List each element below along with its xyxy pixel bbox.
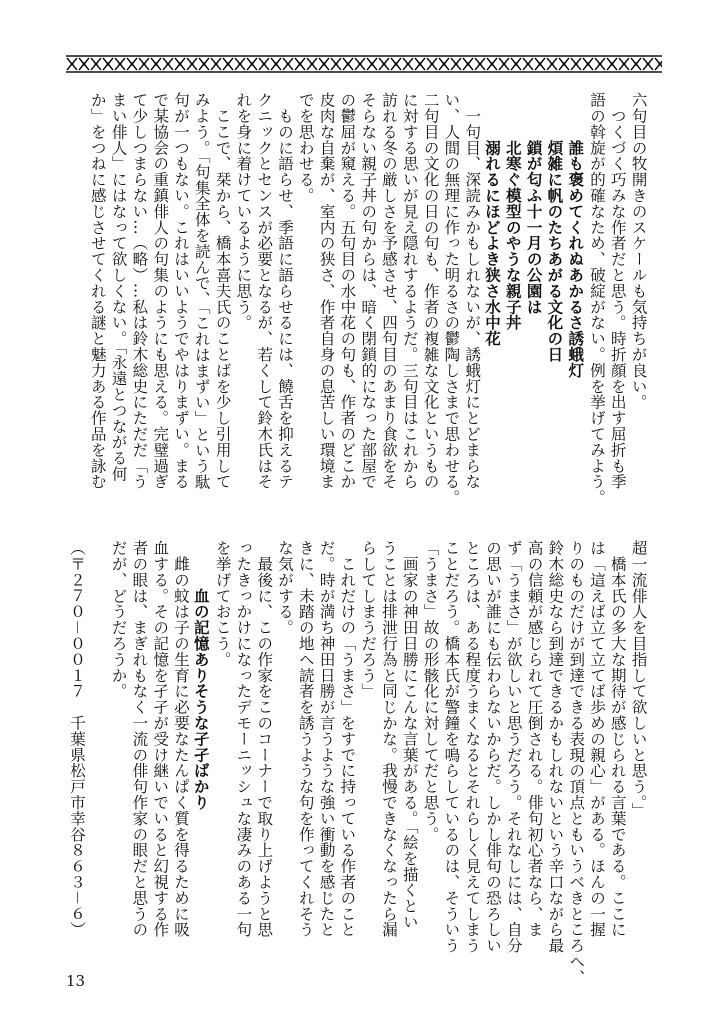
ornament-dot [454, 62, 457, 65]
text-column: 鎖が匂ふ十一月の公園は [524, 92, 544, 315]
ornament-dot [142, 62, 145, 65]
text-column: ったきっかけになったデモーニッシュな凄みのある一句 [234, 540, 253, 938]
ornament-dot [202, 62, 205, 65]
text-column: 最後に、この作家をこのコーナーで取り上げようと思 [255, 540, 274, 938]
ornament-dot [586, 62, 589, 65]
ornament-band [66, 54, 662, 74]
ornament-dot [658, 62, 661, 65]
text-column: ものに語らせ、季語に語らせるには、饒舌を抑えるテ [275, 92, 294, 490]
ornament-dot [238, 62, 241, 65]
ornament-dot [526, 62, 529, 65]
ornament-dot [178, 62, 181, 65]
text-column: 煩雑に帆のたちあがる文化の日 [545, 92, 565, 363]
ornament-dot [406, 62, 409, 65]
text-column: い、人間の無理に作った明るさの鬱陶しさまで思わせる。 [442, 92, 461, 506]
text-column: うことは排泄行為と同じかな。我慢できなくなったら漏 [379, 540, 398, 938]
ornament-dot [430, 62, 433, 65]
ornament-dot [250, 62, 253, 65]
text-column: れを身に着けているように思う。 [234, 92, 253, 331]
text-column: 「うまさ」故の形骸化に対してだと思う。 [421, 540, 440, 843]
text-column: 血する。その記憶を孑孑が受け継いでいると幻視する作 [151, 540, 170, 938]
text-column: つくづく巧みな作者だと思う。時折顔を出す屈折も季 [608, 92, 627, 490]
ornament-dot [346, 62, 349, 65]
text-column: ず「うまさ」が欲しいと思うだろう。それなしには、自分 [504, 540, 523, 954]
text-column: 六句目の牧開きのスケールも気持ちが良い。 [629, 92, 648, 410]
text-column: まい俳人」にはなって欲しくない。「永遠とつながる何 [109, 92, 128, 482]
ornament-dot [610, 62, 613, 65]
ornament-dot [634, 62, 637, 65]
text-column: そらない親子丼の句からは、暗く閉鎖的になった部屋で [359, 92, 378, 490]
text-column: ところは、ある程度うまくなるとそれらしく見えてしまう [463, 540, 482, 954]
text-column: ここで、栞から、橋本喜夫氏のことばを少し引用して [213, 92, 232, 490]
text-column: で某協会の重鎮俳人の句集のようにも思える。完璧過ぎ [151, 92, 170, 490]
ornament-dot [286, 62, 289, 65]
text-column: これだけの「うまさ」をすでに持っている作者のこと [338, 540, 357, 938]
text-column: でを思わせる。 [296, 92, 315, 204]
text-column: みよう。「句集全体を読んで、「これはまずい」という駄 [192, 92, 211, 490]
ornament-dot [298, 62, 301, 65]
text-column: 画家の神田日勝にこんな言葉がある。「絵を描くとい [400, 540, 419, 930]
ornament-dot [394, 62, 397, 65]
ornament-dot [322, 62, 325, 65]
text-column: 北寒ぐ模型のやうな親子丼 [503, 92, 523, 331]
text-column: に対する思いが見え隠れするようだ。三句目はこれから [400, 92, 419, 490]
text-column: 血の記憶ありそうな孑孑ばかり [191, 540, 211, 811]
ornament-dot [358, 62, 361, 65]
text-column: りのものだけが到達できる表現の頂点ともいうべきところへ、 [567, 540, 586, 986]
text-column: 鈴木総史なら到達できるかもしれないという辛口ながら最 [546, 540, 565, 954]
text-column: 誰も褒めてくれぬあかるさ誘蛾灯 [566, 92, 586, 379]
text-column: な気がする。 [275, 540, 294, 636]
page-number: 13 [66, 972, 86, 990]
text-column: ことだろう。橋本氏が警鐘を鳴らしているのは、そういう [442, 540, 461, 954]
ornament-dot [274, 62, 277, 65]
text-column: を挙げておこう。 [213, 540, 232, 668]
ornament-dot [70, 62, 73, 65]
ornament-dot [562, 62, 565, 65]
text-column: だ。時が満ち神田日勝が言うような強い衝動を感じたと [317, 540, 336, 938]
ornament-dot [166, 62, 169, 65]
ornament-dot [226, 62, 229, 65]
ornament-dot [490, 62, 493, 65]
ornament-dot [118, 62, 121, 65]
ornament-dot [538, 62, 541, 65]
ornament-dot [550, 62, 553, 65]
text-column: の鬱屈が窺える。五句目の水中花の句も、作者のどこか [338, 92, 357, 490]
text-column: て少しつまらない…（略）…私は鈴木総史にただだ「う [130, 92, 149, 490]
ornament-dot [418, 62, 421, 65]
ornament-dot [310, 62, 313, 65]
ornament-dot [502, 62, 505, 65]
ornament-dot [130, 62, 133, 65]
text-column: 溺れるにほどよき狭さ水中花 [482, 92, 502, 347]
ornament-dot [574, 62, 577, 65]
ornament-dot [466, 62, 469, 65]
decorative-border [66, 54, 662, 74]
text-column: クニックとセンスが必要となるが、若くして鈴木氏はそ [255, 92, 274, 490]
text-column: 語の斡旋が的確なため、破綻がない。例を挙げてみよう。 [587, 92, 606, 506]
text-column: 超一流俳人を目指して欲しいと思う。」 [629, 540, 648, 819]
text-column: 雌の蚊は子の生育に必要なたんぱく質を得るために吸 [171, 540, 190, 938]
ornament-dot [382, 62, 385, 65]
text-column: か」をつねに感じさせてくれる謎と魅力ある作品を詠む [88, 92, 107, 490]
text-column: 二句目の文化の日の句も、作者の複雑な文化というもの [421, 92, 440, 490]
text-column: は「這えば立て立てば歩めの親心」がある。ほんの一握 [587, 540, 606, 938]
text-column: 橋本氏の多大な期待が感じられる言葉である。ここに [608, 540, 627, 938]
ornament-dot [370, 62, 373, 65]
ornament-dot [598, 62, 601, 65]
ornament-dot [154, 62, 157, 65]
text-column: だが、どうだろうか。 [109, 540, 128, 699]
ornament-dot [82, 62, 85, 65]
text-column: 句が一つもない。これはいいようでやはりまずい。まる [171, 92, 190, 490]
ornament-dot [646, 62, 649, 65]
text-column: 者の眼は、まぎれもなく一流の俳句作家の眼だと思うの [130, 540, 149, 938]
ornament-dot [334, 62, 337, 65]
text-column: 皮肉な自棄が、室内の狭さ、作者自身の息苦しい環境ま [317, 92, 336, 490]
text-column: の思いが誰にも伝わらないからだ。しかし俳句の恐ろしい [483, 540, 502, 954]
ornament-dot [94, 62, 97, 65]
ornament-dot [622, 62, 625, 65]
ornament-dot [262, 62, 265, 65]
ornament-dot [514, 62, 517, 65]
ornament-dot [190, 62, 193, 65]
ornament-dot [478, 62, 481, 65]
ornament-dot [106, 62, 109, 65]
ornament-dot [442, 62, 445, 65]
ornament-dot [214, 62, 217, 65]
text-column: きに、未踏の地へ読者を誘うような句を作ってくれそう [296, 540, 315, 938]
text-column: 高の信頼が感じられて圧倒される。俳句初心者なら、ま [525, 540, 544, 938]
text-column: 訪れる冬の厳しさを予感させ、四句目のあまり食欲をそ [379, 92, 398, 490]
text-column: （〒２７０－００１７ 千葉県松戸市幸谷８６３－６） [67, 540, 86, 938]
text-column: 一句目、深読みかもしれないが、誘蛾灯にとどまらな [463, 92, 482, 490]
text-column: らしてしまうだろう」 [359, 540, 378, 699]
